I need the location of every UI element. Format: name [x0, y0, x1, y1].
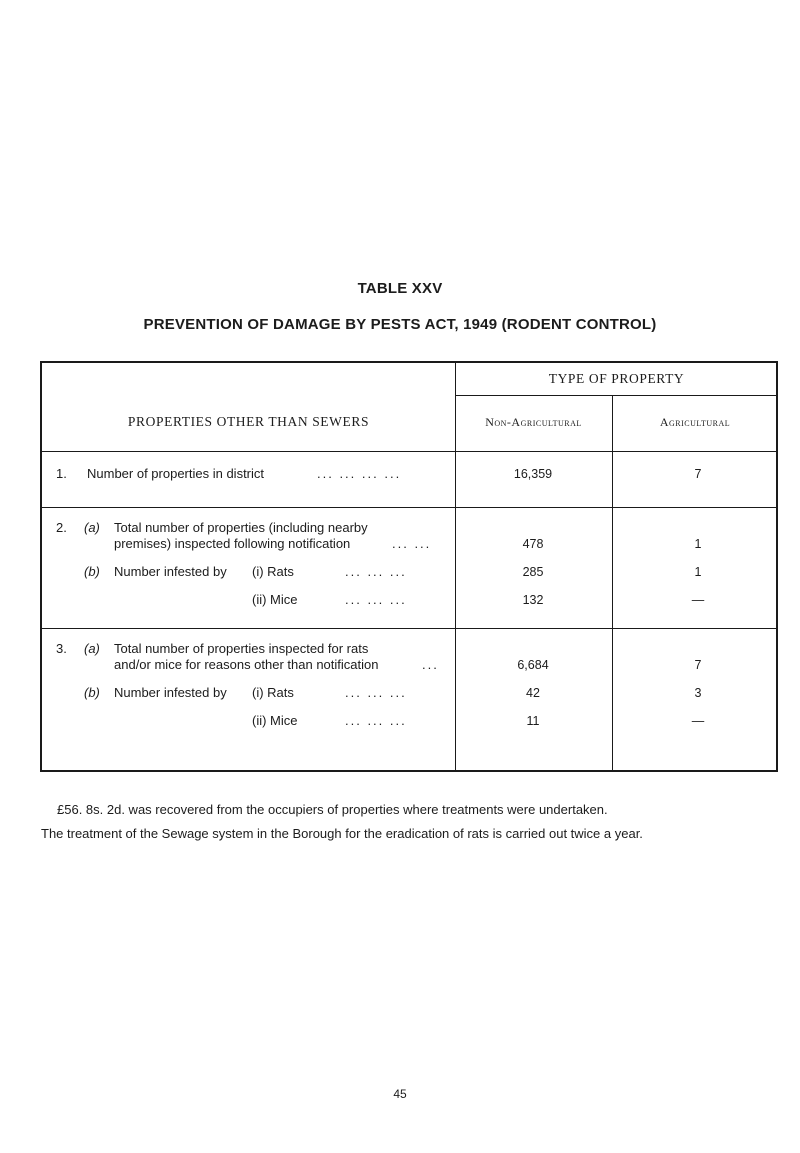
value-non-agricultural: 285 [522, 565, 544, 579]
row-item: (ii) Mice [252, 713, 298, 728]
value-agricultural: — [691, 714, 705, 728]
value-non-agricultural: 42 [526, 686, 540, 700]
row-item: (i) Rats [252, 564, 294, 579]
non-agricultural-header: Non-Agricultural [485, 415, 582, 429]
footnote-recovered: £56. 8s. 2d. was recovered from the occupiers of properties where treatments were undertaken. [57, 802, 608, 817]
row-label-line2: and/or mice for reasons other than notification [114, 657, 379, 672]
page-heading: PREVENTION OF DAMAGE BY PESTS ACT, 1949 (RODENT CONTROL) [143, 316, 657, 333]
row-label-line2: premises) inspected following notification [114, 536, 351, 551]
leader-dots: ... ... ... [345, 564, 407, 579]
row-sub-letter: (b) [84, 685, 100, 700]
value-non-agricultural: 11 [526, 714, 540, 728]
footnote-sewage: The treatment of the Sewage system in the Borough for the eradication of rats is carried out twice a year. [41, 826, 643, 841]
leader-dots: ... ... [392, 536, 432, 551]
row-sub-letter: (b) [84, 564, 100, 579]
value-non-agricultural: 6,684 [517, 658, 549, 672]
row-sub-letter: (a) [84, 641, 100, 656]
row-number: 1. [56, 466, 67, 481]
agricultural-header: Agricultural [659, 415, 731, 429]
value-agricultural: — [691, 593, 705, 607]
row-number: 3. [56, 641, 67, 656]
row-label-line1: Total number of properties inspected for rats [114, 641, 369, 656]
value-agricultural: 1 [694, 537, 702, 551]
row-label-line1: Total number of properties (including nearby [114, 520, 368, 535]
group-header-rule [455, 395, 776, 396]
value-agricultural: 1 [694, 565, 702, 579]
value-agricultural: 3 [694, 686, 702, 700]
row-label: Number of properties in district [87, 466, 265, 481]
value-non-agricultural: 16,359 [513, 467, 553, 481]
row-label: Number infested by [114, 564, 227, 579]
row1-rule [42, 507, 776, 508]
row-sub-letter: (a) [84, 520, 100, 535]
value-agricultural: 7 [694, 658, 702, 672]
leader-dots: ... ... ... [345, 713, 407, 728]
row2-rule [42, 628, 776, 629]
value-non-agricultural: 132 [522, 593, 544, 607]
leader-dots: ... [422, 657, 439, 672]
type-of-property-header: TYPE OF PROPERTY [548, 371, 685, 386]
leader-dots: ... ... ... [345, 685, 407, 700]
value-non-agricultural: 478 [522, 537, 544, 551]
leader-dots: ... ... ... ... [317, 466, 402, 481]
leader-dots: ... ... ... [345, 592, 407, 607]
row-label: Number infested by [114, 685, 227, 700]
left-column-header: PROPERTIES OTHER THAN SEWERS [127, 414, 370, 429]
value-agricultural: 7 [694, 467, 702, 481]
row-item: (ii) Mice [252, 592, 298, 607]
rodent-control-table [40, 361, 778, 772]
table-number-title: TABLE XXV [357, 280, 443, 297]
row-item: (i) Rats [252, 685, 294, 700]
row-number: 2. [56, 520, 67, 535]
header-rule [42, 451, 776, 452]
page-number: 45 [393, 1087, 407, 1101]
